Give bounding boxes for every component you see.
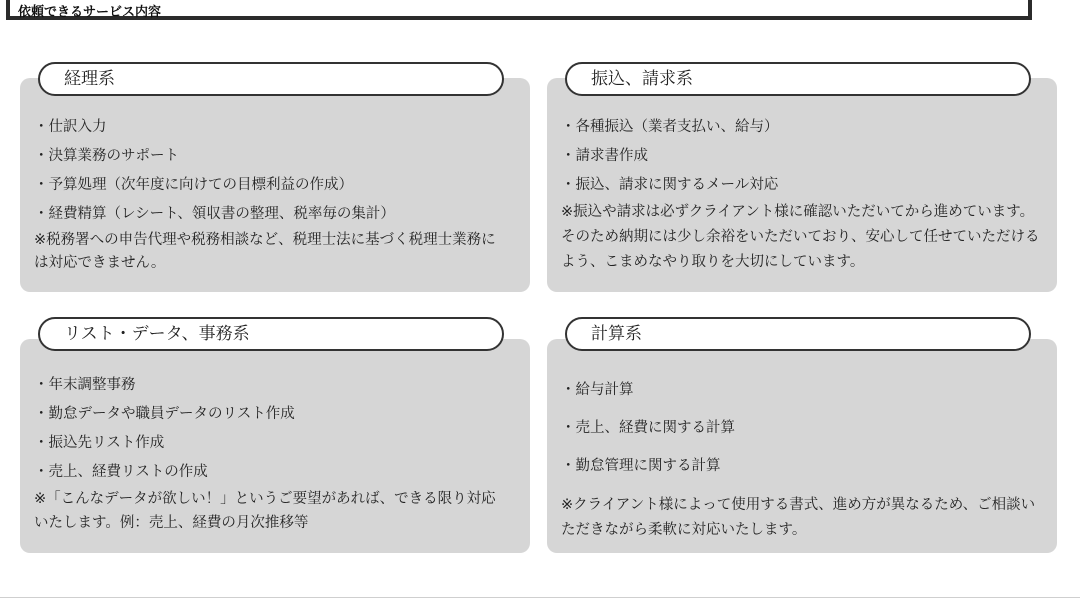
- list-item: ・売上、経費リストの作成: [34, 464, 208, 480]
- section-title: 依頼できるサービス内容: [18, 5, 162, 20]
- list-item: ・給与計算: [561, 382, 634, 398]
- card-body: [561, 371, 1043, 543]
- list-item: ・請求書作成: [561, 148, 648, 164]
- card-title: 振込、請求系: [565, 62, 1031, 96]
- list-item: ・振込、請求に関するメール対応: [561, 177, 779, 193]
- card-accounting: [20, 78, 530, 292]
- list-item: ・経費精算（レシート、領収書の整理、税率毎の集計）: [34, 206, 395, 222]
- list-item: ・振込先リスト作成: [34, 435, 165, 451]
- list-item: ・仕訳入力: [34, 119, 107, 135]
- card-note: ※振込や請求は必ずクライアント様に確認いただいてから進めています。そのため納期には少し余裕をいただいており、安心して任せていただけるよう、こまめなやり取りを大切にしています。: [561, 204, 1040, 270]
- list-item: ・勤怠管理に関する計算: [561, 458, 721, 474]
- list-item: ・売上、経費に関する計算: [561, 420, 735, 436]
- card-body: [34, 113, 516, 275]
- card-calculation: [547, 339, 1057, 553]
- card-title: 経理系: [38, 62, 504, 96]
- card-body: [561, 113, 1043, 275]
- list-item: ・決算業務のサポート: [34, 148, 179, 164]
- divider: [0, 597, 1080, 598]
- card-title: リスト・データ、事務系: [38, 317, 504, 351]
- card-list-data-office: [20, 339, 530, 553]
- card-note: ※「こんなデータが欲しい！」というご要望があれば、できる限り対応いたします。例：売上、経費の月次推移等: [34, 491, 496, 531]
- card-note: ※税務署への申告代理や税務相談など、税理士法に基づく税理士業務には対応できません。: [34, 232, 496, 271]
- list-item: ・年末調整事務: [34, 377, 136, 393]
- card-transfer-billing: [547, 78, 1057, 292]
- card-note: ※クライアント様によって使用する書式、進め方が異なるため、ご相談いただきながら柔軟に対応いたします。: [561, 497, 1036, 538]
- card-body: [34, 371, 516, 535]
- section-header: [6, 0, 1032, 20]
- list-item: ・勤怠データや職員データのリスト作成: [34, 406, 295, 422]
- list-item: ・各種振込（業者支払い、給与）: [561, 119, 779, 135]
- list-item: ・予算処理（次年度に向けての目標利益の作成）: [34, 177, 353, 193]
- card-title: 計算系: [565, 317, 1031, 351]
